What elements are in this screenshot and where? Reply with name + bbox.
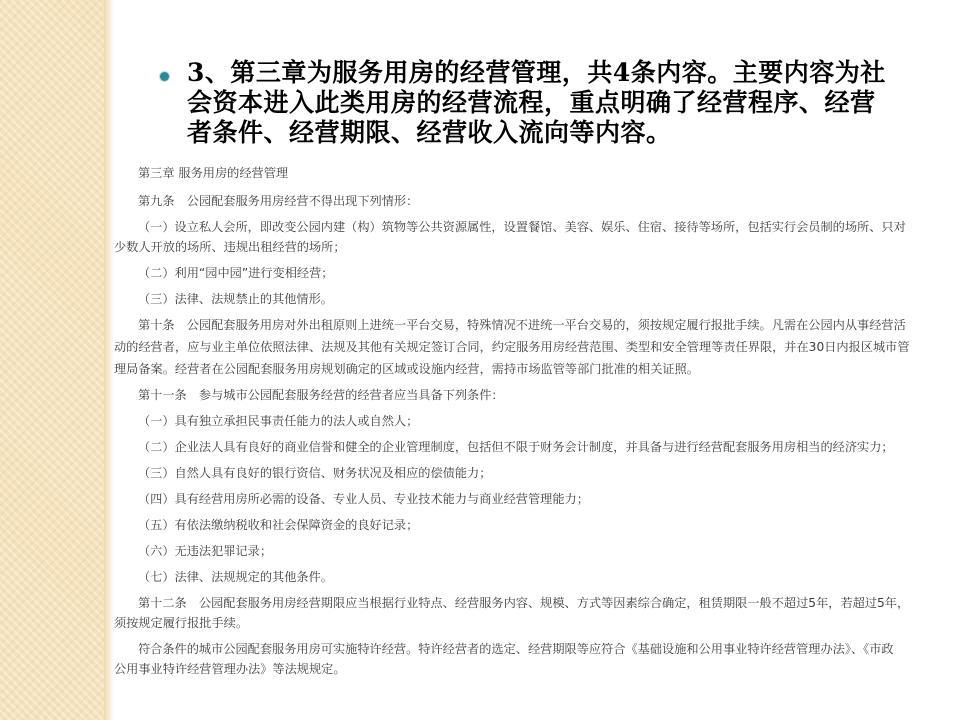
slide-heading: [160, 58, 930, 148]
article-9-intro: 第九条 公园配套服务用房经营不得出现下列情形：: [138, 194, 419, 208]
heading-line-3: 者条件、经营期限、经营收入流向等内容。: [187, 118, 672, 147]
chapter-title: 第三章 服务用房的经营管理: [138, 166, 289, 180]
article-9-item-2: （二）利用“园中园”进行变相经营；: [138, 266, 334, 280]
article-9-item-3: （三）法律、法规禁止的其他情形。: [138, 292, 333, 306]
article-11-item-7: （七）法律、法规规定的其他条件。: [138, 570, 333, 584]
article-10-line-2: 动的经营者，应与业主单位依照法律、法规及其他有关规定签订合同，约定服务用房经营范围、类型和安全管理等责任界限，并在30日内报区城市管: [114, 340, 910, 354]
decorative-side-band: [0, 0, 104, 720]
article-10-line-3: 理局备案。经营者在公园配套服务用房规划确定的区域或设施内经营，需持市场监管等部门批准的相关证照。: [114, 362, 699, 376]
regulation-document: [114, 163, 956, 715]
side-band-edge: [104, 0, 114, 720]
franchise-paragraph-line-2: 公用事业特许经营管理办法》等法规规定。: [114, 662, 346, 676]
article-11-item-5: （五）有依法缴纳税收和社会保障资金的良好记录；: [138, 518, 419, 532]
article-12-line-2: 须按规定履行报批手续。: [114, 616, 249, 630]
article-12-line-1: 第十二条 公园配套服务用房经营期限应当根据行业特点、经营服务内容、规模、方式等因素综合确定，租赁期限一般不超过5年，若超过5年，: [138, 596, 910, 610]
article-11-item-6: （六）无违法犯罪记录；: [138, 544, 273, 558]
article-9-item-1-line-2: 少数人开放的场所、违规出租经营的场所；: [114, 240, 346, 254]
article-11-item-3: （三）自然人具有良好的银行资信、财务状况及相应的偿债能力；: [138, 466, 492, 480]
heading-line-1: 3、第三章为服务用房的经营管理，共4条内容。主要内容为社: [187, 58, 886, 87]
heading-line-2: 会资本进入此类用房的经营流程，重点明确了经营程序、经营: [187, 88, 876, 117]
article-11-item-2: （二）企业法人具有良好的商业信誉和健全的企业管理制度，包括但不限于财务会计制度，并具备与进行经营配套服务用房相当的经济实力；: [138, 440, 894, 454]
article-11-item-4: （四）具有经营用房所必需的设备、专业人员、专业技术能力与商业经营管理能力；: [138, 492, 589, 506]
bullet-icon: [160, 72, 169, 81]
article-11-intro: 第十一条 参与城市公园配套服务经营的经营者应当具备下列条件：: [138, 388, 504, 402]
heading-text: [187, 58, 886, 148]
franchise-paragraph-line-1: 符合条件的城市公园配套服务用房可实施特许经营。特许经营者的选定、经营期限等应符合《基础设施和公用事业特许经营管理办法》、《市政: [138, 642, 894, 656]
article-11-item-1: （一）具有独立承担民事责任能力的法人或自然人；: [138, 414, 419, 428]
article-9-item-1-line-1: （一）设立私人会所，即改变公园内建（构）筑物等公共资源属性，设置餐馆、美容、娱乐、住宿、接待等场所，包括实行会员制的场所、只对: [138, 220, 906, 234]
article-10-line-1: 第十条 公园配套服务用房对外出租原则上进统一平台交易，特殊情况不进统一平台交易的，须按规定履行报批手续。凡需在公园内从事经营活: [138, 318, 906, 332]
